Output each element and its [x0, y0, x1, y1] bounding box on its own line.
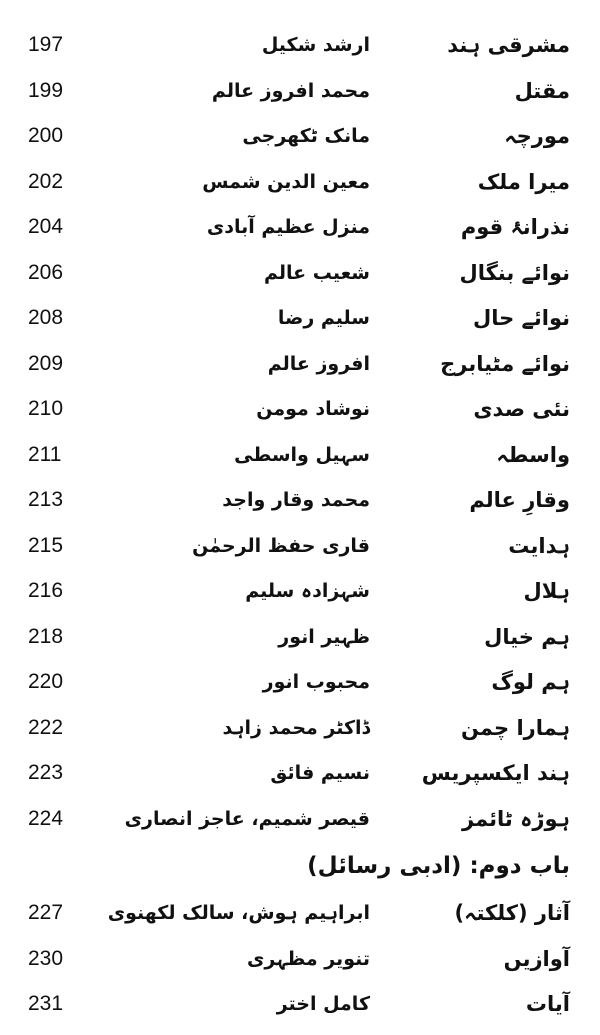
page-number: 230	[28, 947, 64, 970]
periodical-title: وقارِ عالم	[469, 488, 570, 512]
page-number: 200	[28, 124, 64, 147]
page-number: 222	[28, 716, 64, 739]
periodical-title: ہلال	[523, 579, 570, 603]
index-row	[0, 617, 600, 657]
editor-name: قاری حفظ الرحمٰن	[192, 535, 370, 557]
page-number: 224	[28, 807, 64, 830]
periodical-title: مقتل	[514, 79, 570, 103]
page-number: 211	[28, 443, 62, 466]
index-row	[0, 708, 600, 748]
editor-name: نسیم فائق	[270, 762, 370, 784]
periodical-title: میرا ملک	[477, 170, 570, 194]
index-row	[0, 480, 600, 520]
index-row	[0, 984, 600, 1024]
periodical-title: ہم لوگ	[491, 670, 570, 694]
index-row	[0, 893, 600, 933]
index-row	[0, 571, 600, 611]
page-number: 215	[28, 534, 64, 557]
index-row	[0, 116, 600, 156]
editor-name: افروز عالم	[267, 353, 370, 375]
editor-name: کامل اختر	[276, 993, 370, 1015]
periodical-title: مشرقی ہند	[447, 33, 570, 57]
page-number: 220	[28, 670, 64, 693]
periodical-title: واسطہ	[496, 443, 570, 467]
index-row	[0, 253, 600, 293]
page-number: 218	[28, 625, 64, 648]
index-row	[0, 526, 600, 566]
editor-name: ڈاکٹر محمد زاہد	[222, 717, 370, 739]
editor-name: ارشد شکیل	[261, 34, 370, 56]
periodical-title: آیات	[525, 992, 570, 1016]
index-row	[0, 799, 600, 839]
periodical-title: مورچہ	[504, 124, 570, 148]
index-row	[0, 939, 600, 979]
index-row	[0, 344, 600, 384]
editor-name: قیصر شمیم، عاجز انصاری	[124, 808, 370, 830]
periodical-title: آثار (کلکتہ)	[454, 901, 570, 925]
periodical-title: نوائے حال	[473, 306, 570, 330]
page-number: 202	[28, 170, 64, 193]
periodical-title: نوائے مٹیابرج	[440, 352, 570, 376]
editor-name: منزل عظیم آبادی	[206, 216, 370, 238]
editor-name: معین الدین شمس	[202, 171, 370, 193]
page-number: 223	[28, 761, 64, 784]
editor-name: نوشاد مومن	[256, 398, 370, 420]
page-number: 210	[28, 397, 64, 420]
index-row	[0, 435, 600, 475]
page-number: 213	[28, 488, 64, 511]
editor-name: سلیم رضا	[277, 307, 370, 329]
index-row	[0, 662, 600, 702]
periodical-title: ہدایت	[508, 534, 570, 558]
page-number: 197	[28, 33, 64, 56]
editor-name: محبوب انور	[262, 671, 370, 693]
periodical-title: نئی صدی	[473, 397, 570, 421]
editor-name: شہزادہ سلیم	[245, 580, 370, 602]
editor-name: ابراہیم ہوش، سالک لکھنوی	[107, 902, 370, 924]
periodical-title: آوازیں	[503, 947, 570, 971]
index-row	[0, 207, 600, 247]
periodical-title: نوائے بنگال	[459, 261, 570, 285]
editor-name: محمد افروز عالم	[211, 80, 370, 102]
index-row	[0, 25, 600, 65]
editor-name: مانک ٹکھرجی	[242, 125, 370, 147]
section-heading: باب دوم: (ادبی رسائل)	[307, 853, 570, 879]
periodical-title: ہمارا چمن	[461, 716, 570, 740]
periodical-title: ہوڑہ ٹائمز	[462, 807, 570, 831]
editor-name: شعیب عالم	[263, 262, 370, 284]
page-number: 206	[28, 261, 64, 284]
periodical-title: ہند ایکسپریس	[421, 761, 570, 785]
editor-name: محمد وقار واجد	[222, 489, 370, 511]
page-number: 208	[28, 306, 64, 329]
editor-name: سہیل واسطی	[234, 444, 370, 466]
periodical-title: نذرانۂ قوم	[460, 215, 570, 239]
page-number: 209	[28, 352, 64, 375]
index-row	[0, 389, 600, 429]
page-number: 204	[28, 215, 64, 238]
page-number: 227	[28, 901, 64, 924]
periodical-title: ہم خیال	[484, 625, 570, 649]
index-row	[0, 162, 600, 202]
index-row	[0, 71, 600, 111]
page-number: 199	[28, 79, 64, 102]
index-row	[0, 753, 600, 793]
index-row	[0, 298, 600, 338]
editor-name: ظہیر انور	[278, 626, 370, 648]
editor-name: تنویر مظہری	[246, 948, 370, 970]
page-number: 231	[28, 992, 64, 1015]
page-number: 216	[28, 579, 64, 602]
